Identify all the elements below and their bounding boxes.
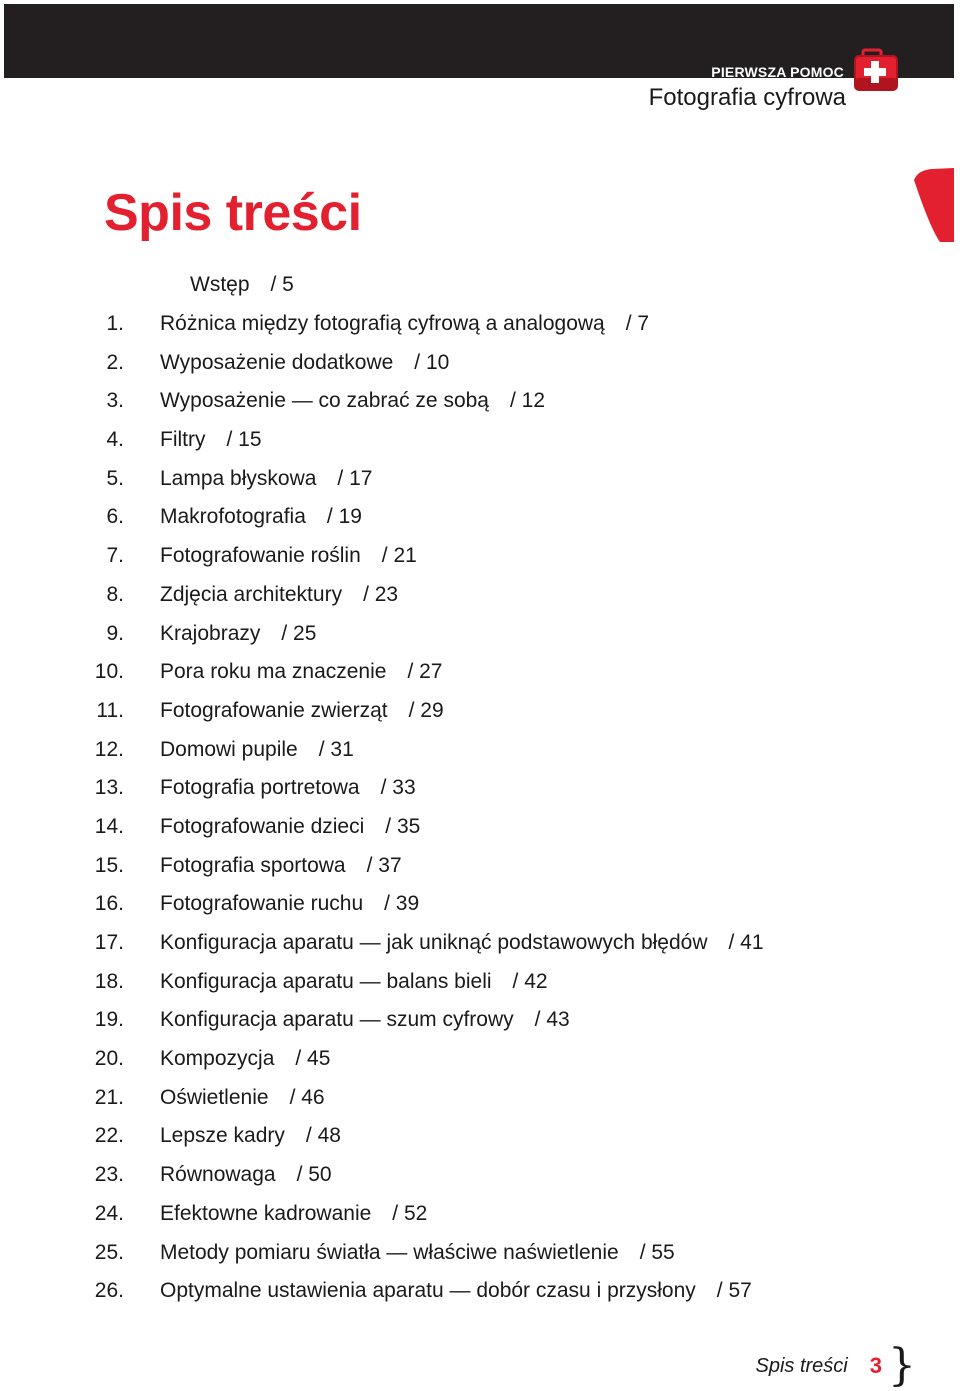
toc-entry	[0, 730, 960, 769]
page-footer	[755, 1340, 917, 1391]
toc-number: 21.	[94, 1085, 124, 1109]
toc-entry	[0, 382, 960, 421]
toc-title: Fotografowanie roślin	[160, 544, 361, 568]
toc-number: 5.	[106, 466, 124, 490]
toc-page: / 46	[289, 1085, 325, 1109]
toc-title: Fotografia portretowa	[160, 776, 360, 800]
toc-page: / 25	[281, 621, 317, 645]
page-number: 3	[869, 1353, 882, 1378]
toc-page: / 12	[509, 389, 546, 413]
toc-entry	[0, 266, 960, 305]
toc-page: / 48	[305, 1124, 341, 1148]
toc-entry	[0, 459, 960, 498]
toc-title: Fotografowanie ruchu	[160, 892, 364, 916]
toc-entry	[0, 614, 960, 653]
toc-entry	[0, 1156, 960, 1195]
footer-section-label: Spis treści	[755, 1354, 848, 1377]
toc-number: 10.	[94, 660, 124, 684]
toc-title: Metody pomiaru światła — właściwe naświetlenie	[160, 1240, 619, 1264]
toc-title: Wstęp	[190, 273, 250, 297]
toc-entry	[0, 576, 960, 615]
toc-number: 24.	[94, 1201, 124, 1225]
toc-page: / 57	[716, 1279, 752, 1303]
toc-page: / 45	[295, 1047, 331, 1071]
toc-title: Efektowne kadrowanie	[160, 1201, 372, 1225]
footer-brace: }	[888, 1340, 916, 1391]
toc-page: / 37	[366, 853, 402, 877]
toc-number: 23.	[94, 1163, 124, 1187]
toc-title: Konfiguracja aparatu — szum cyfrowy	[160, 1008, 514, 1032]
brand-label: PIERWSZA POMOC	[711, 64, 844, 80]
toc-page: / 39	[384, 892, 420, 916]
toc-number: 4.	[106, 428, 124, 452]
toc-entry	[0, 962, 960, 1001]
toc-title: Fotografia sportowa	[160, 853, 346, 877]
toc-title: Wyposażenie dodatkowe	[160, 350, 394, 374]
toc-entry	[0, 769, 960, 808]
toc-title: Konfiguracja aparatu — balans bieli	[160, 969, 492, 993]
toc-number: 25.	[94, 1240, 124, 1264]
toc-number: 7.	[106, 544, 124, 568]
toc-entry	[0, 1195, 960, 1234]
toc-number: 6.	[106, 505, 124, 529]
chapter-tab-marker	[912, 168, 954, 242]
toc-entry	[0, 846, 960, 885]
toc-page: / 7	[625, 312, 650, 336]
first-aid-kit-icon	[853, 48, 901, 94]
toc-title: Fotografowanie dzieci	[160, 814, 365, 838]
toc-page: / 31	[318, 737, 354, 761]
toc-entry	[0, 808, 960, 847]
toc-title: Różnica między fotografią cyfrową a analogową	[160, 312, 605, 336]
toc-entry	[0, 1001, 960, 1040]
toc-title: Kompozycja	[160, 1047, 275, 1071]
toc-number: 11.	[96, 698, 124, 722]
toc-title: Fotografowanie zwierząt	[160, 698, 388, 722]
toc-number: 17.	[94, 931, 124, 955]
toc-number: 18.	[94, 969, 124, 993]
page-title: Spis treści	[104, 184, 362, 242]
toc-number: 20.	[94, 1047, 124, 1071]
toc-entry	[0, 692, 960, 731]
toc-title: Równowaga	[160, 1163, 276, 1187]
toc-entry	[0, 1078, 960, 1117]
toc-page: / 19	[326, 505, 362, 529]
toc-page: / 5	[270, 273, 294, 297]
toc-number: 8.	[106, 582, 124, 606]
toc-title: Pora roku ma znaczenie	[160, 660, 387, 684]
toc-page: / 17	[337, 466, 373, 490]
toc-entry	[0, 653, 960, 692]
toc-entry	[0, 1040, 960, 1079]
toc-number: 3.	[106, 389, 124, 413]
toc-entry	[0, 1272, 960, 1311]
toc-page: / 15	[226, 428, 262, 452]
toc-title: Krajobrazy	[160, 621, 261, 645]
toc-page: / 21	[381, 544, 417, 568]
toc-number: 15.	[94, 853, 124, 877]
toc-title: Wyposażenie — co zabrać ze sobą	[160, 389, 489, 413]
toc-title: Filtry	[160, 428, 206, 452]
toc-entry	[0, 498, 960, 537]
toc-page: / 55	[639, 1240, 675, 1264]
toc-entry	[0, 421, 960, 460]
toc-title: Makrofotografia	[160, 505, 306, 529]
toc-page: / 29	[408, 698, 444, 722]
toc-number: 1.	[106, 312, 124, 336]
toc-entry	[0, 537, 960, 576]
toc-title: Domowi pupile	[160, 737, 298, 761]
toc-title: Konfiguracja aparatu — jak uniknąć podstawowych błędów	[160, 931, 708, 955]
toc-page: / 50	[296, 1163, 332, 1187]
toc-page: / 41	[728, 931, 764, 955]
toc-entry	[0, 1233, 960, 1272]
table-of-contents	[0, 266, 960, 1311]
toc-page: / 33	[380, 776, 416, 800]
toc-number: 14.	[94, 814, 124, 838]
toc-number: 22.	[94, 1124, 124, 1148]
toc-number: 2.	[106, 350, 124, 374]
toc-entry	[0, 1117, 960, 1156]
toc-entry	[0, 343, 960, 382]
toc-title: Oświetlenie	[160, 1085, 269, 1109]
toc-page: / 23	[363, 582, 399, 606]
toc-title: Optymalne ustawienia aparatu — dobór czasu i przysłony	[160, 1279, 696, 1303]
toc-title: Lampa błyskowa	[160, 466, 317, 490]
toc-number: 9.	[106, 621, 124, 645]
toc-number: 26.	[94, 1279, 124, 1303]
toc-page: / 43	[534, 1008, 570, 1032]
toc-entry	[0, 305, 960, 344]
toc-number: 13.	[94, 776, 124, 800]
toc-page: / 10	[414, 350, 450, 374]
toc-page: / 27	[407, 660, 443, 684]
toc-title: Zdjęcia architektury	[160, 582, 343, 606]
toc-page: / 52	[392, 1201, 428, 1225]
toc-page: / 35	[385, 814, 421, 838]
toc-entry	[0, 924, 960, 963]
toc-entry	[0, 885, 960, 924]
toc-number: 19.	[94, 1008, 124, 1032]
toc-title: Lepsze kadry	[160, 1124, 285, 1148]
toc-number: 16.	[94, 892, 124, 916]
toc-number: 12.	[94, 737, 124, 761]
book-title: Fotografia cyfrowa	[648, 84, 846, 111]
toc-page: / 42	[512, 969, 548, 993]
